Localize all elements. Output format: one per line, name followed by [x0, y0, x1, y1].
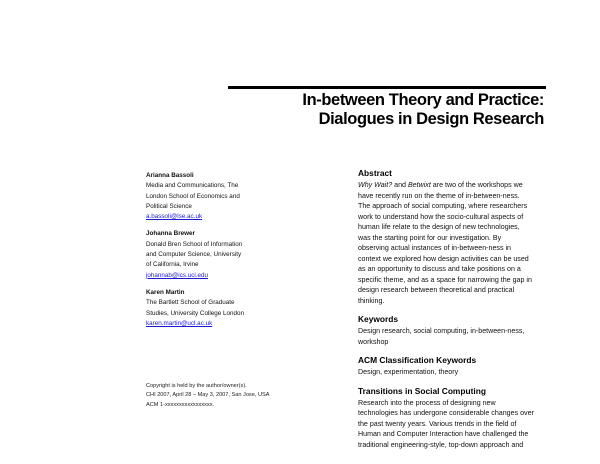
- transitions-line: technologies has undergone considerable changes over: [358, 409, 534, 417]
- keywords-line: workshop: [358, 337, 389, 346]
- author-affiliation-line: and Computer Science, University: [146, 251, 242, 259]
- acm-line: ACM 1-xxxxxxxxxxxxxxxxx.: [146, 401, 215, 408]
- acm-keywords-heading: ACM Classification Keywords: [358, 355, 477, 365]
- abstract-section: [358, 168, 548, 306]
- transitions-line: the past twenty years. Various trends in the field of: [358, 419, 517, 428]
- transitions-line: Research into the process of designing new: [358, 398, 496, 407]
- transitions-line: Human and Computer Interaction have challenged the: [358, 430, 529, 438]
- keywords-section: [358, 314, 548, 347]
- transitions-heading: Transitions in Social Computing: [358, 385, 486, 396]
- transitions-line: traditional engineering-style, top-down approach and: [358, 440, 524, 449]
- abstract-line: as an opportunity to discuss and take positions on a: [358, 265, 521, 273]
- paper-title: [228, 91, 544, 129]
- abstract-first-line: [358, 180, 548, 191]
- author-list: [146, 171, 296, 336]
- author-affiliation-line: Political Science: [146, 202, 192, 210]
- title-line-2: Dialogues in Design Research: [318, 110, 544, 128]
- workshop-name-betwixt: Betwixt: [407, 181, 431, 189]
- abstract-line: was the starting point for our investigation. By: [358, 233, 502, 242]
- abstract-line: thinking.: [358, 296, 385, 305]
- abstract-heading: Abstract: [358, 168, 392, 178]
- keywords-heading: Keywords: [358, 314, 399, 324]
- author-name: Johanna Brewer: [146, 230, 195, 238]
- copyright-line: Copyright is held by the author/owner(s).: [146, 383, 247, 389]
- acm-keywords-line: Design, experimentation, theory: [358, 368, 459, 376]
- author-block: [146, 171, 296, 222]
- author-affiliation-line: Studies, University College London: [146, 309, 245, 317]
- abstract-line: context we explored how design activities can be used: [358, 254, 529, 263]
- author-affiliation-line: Donald Bren School of Information: [146, 240, 243, 248]
- abstract-first-rest: are two of the workshops we: [430, 181, 523, 189]
- keywords-line: Design research, social computing, in-between-ness,: [358, 327, 525, 335]
- abstract-line: The approach of social computing, where researchers: [358, 202, 528, 210]
- author-affiliation-line: of California, Irvine: [146, 261, 199, 269]
- author-email-link[interactable]: karen.martin@ucl.ac.uk: [146, 319, 213, 327]
- workshop-name-why-wait: Why Wait?: [358, 181, 393, 189]
- abstract-line: human life relate to the design of new technologies,: [358, 223, 520, 231]
- abstract-line: specific theme, and as a space for narrowing the gap in: [358, 275, 532, 284]
- author-block: [146, 288, 296, 329]
- title-line-1: In-between Theory and Practice:: [302, 91, 544, 109]
- author-name: Karen Martin: [146, 288, 185, 296]
- author-name: Arianna Bassoli: [146, 172, 194, 179]
- abstract-line: design research between theoretical and practical: [358, 286, 515, 294]
- abstract-line: work to understand how the socio-cultural aspects of: [358, 212, 524, 221]
- title-rule: [228, 86, 546, 89]
- author-affiliation-line: Media and Communications, The: [146, 182, 239, 190]
- author-affiliation-line: The Bartlett School of Graduate: [146, 299, 235, 307]
- transitions-section: [358, 386, 548, 451]
- abstract-line: have recently run on the theme of in-between-ness.: [358, 191, 520, 200]
- author-email-link[interactable]: a.bassoli@lse.ac.uk: [146, 213, 203, 221]
- abstract-line: observing actual instances of in-between-ness in: [358, 244, 511, 252]
- author-email-link[interactable]: johannab@ics.uci.edu: [146, 271, 209, 279]
- conference-line: CHI 2007, April 28 – May 3, 2007, San Jose, USA: [146, 392, 270, 399]
- abstract-and: and: [392, 181, 408, 189]
- right-column: [358, 168, 548, 458]
- author-affiliation-line: London School of Economics and: [146, 192, 240, 200]
- acm-keywords-section: [358, 355, 548, 378]
- copyright-notice: [146, 382, 316, 410]
- author-block: [146, 229, 296, 280]
